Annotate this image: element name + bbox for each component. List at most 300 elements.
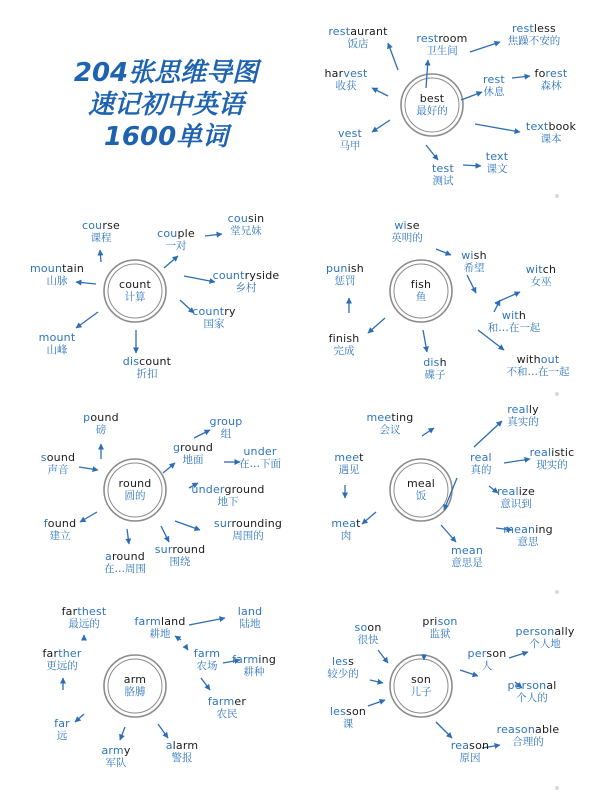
word-highlight: mee: [366, 411, 392, 424]
branch-word: [41, 451, 75, 477]
word-highlight: farm: [231, 653, 259, 666]
branch-word-english: [468, 647, 507, 660]
center-word-count-english: [119, 278, 151, 291]
branch-word-english: [422, 615, 457, 628]
word-highlight: sur: [213, 517, 232, 530]
branch-word-chinese: 遇见: [338, 464, 360, 476]
branch-word-chinese: 马甲: [339, 140, 361, 152]
center-word-son-english: [411, 673, 432, 686]
word-highlight: f: [43, 517, 48, 530]
word-part: room: [438, 32, 468, 45]
branch-word: [483, 73, 505, 99]
branch-word: [329, 332, 360, 358]
branch-word-chinese: 在…下面: [239, 458, 281, 470]
arrow: [370, 680, 383, 683]
branch-word-chinese: 个人的: [516, 692, 548, 704]
arrow: [423, 330, 427, 352]
arrow: [127, 529, 129, 544]
word-highlight: text: [485, 150, 509, 163]
word-highlight: far: [54, 717, 70, 730]
arrow: [504, 459, 530, 463]
word-highlight: real: [497, 485, 519, 498]
center-word-round-english: [119, 477, 152, 490]
branch-word-chinese: 陆地: [239, 618, 261, 630]
branch-word-english: [507, 679, 556, 692]
branch-word-chinese: 收获: [335, 80, 357, 92]
arrow: [76, 312, 98, 328]
branch-word-english: [535, 67, 568, 80]
branch-word-chinese: 测试: [432, 175, 454, 187]
word-part: fo: [534, 67, 546, 80]
word-part: sh: [473, 249, 487, 262]
word-part: ound: [47, 517, 77, 530]
branch-word: [468, 647, 507, 673]
word-highlight: farm: [134, 615, 161, 628]
word-part: son: [410, 673, 432, 686]
word-highlight: mee: [334, 451, 360, 464]
word-part: best: [419, 92, 445, 105]
word-part: land: [160, 615, 186, 628]
branch-word: [214, 517, 282, 543]
center-word-meal-english: [407, 477, 435, 490]
word-part: with: [516, 353, 541, 366]
branch-word: [422, 615, 457, 641]
center-word-best: [416, 92, 448, 118]
branch-word-chinese: 警报: [171, 752, 193, 764]
branch-word-english: [157, 227, 195, 240]
branch-word-chinese: 和…在一起: [487, 322, 541, 334]
arrow: [161, 526, 169, 542]
word-highlight: farm: [193, 647, 221, 660]
arrow: [436, 722, 452, 738]
branch-word-chinese: 希望: [463, 262, 485, 274]
center-word-fish: [411, 278, 431, 304]
branch-word-chinese: 监狱: [429, 628, 451, 640]
word-part: far: [42, 647, 59, 660]
branch-word-english: [191, 483, 264, 496]
branch-word-chinese: 原因: [459, 752, 481, 764]
branch-word-english: [325, 67, 368, 80]
center-word-meal-chinese: 饭: [415, 490, 427, 502]
branch-word: [328, 25, 387, 51]
branch-word-english: [355, 621, 382, 634]
word-part: rounding: [231, 517, 283, 530]
branch-word-english: [39, 331, 76, 344]
branch-word-english: [391, 219, 423, 232]
word-highlight: rest: [512, 22, 534, 35]
word-highlight: wit: [525, 263, 543, 276]
arrow: [164, 256, 178, 268]
word-highlight: person: [507, 679, 547, 692]
word-highlight: mean: [503, 523, 536, 536]
word-part: round: [180, 441, 214, 454]
branch-word-english: [326, 262, 364, 275]
arrow: [436, 249, 451, 255]
branch-word: [461, 249, 487, 275]
branch-word-english: [123, 355, 171, 368]
word-part: rse: [102, 219, 120, 232]
branch-word-english: [526, 263, 556, 276]
word-highlight: under: [191, 483, 225, 496]
branch-word-chinese: 英明的: [391, 232, 423, 244]
word-part: ing: [258, 653, 277, 666]
branch-word-chinese: 堂兄妹: [230, 225, 262, 237]
word-part: ish: [347, 262, 364, 275]
branch-word-chinese: 最远的: [68, 618, 100, 630]
branch-word-chinese: 现实的: [536, 459, 568, 471]
word-highlight: mea: [331, 517, 357, 530]
branch-word-chinese: 课: [342, 718, 354, 730]
word-part: count: [139, 355, 172, 368]
arrow: [368, 700, 385, 706]
word-part: istic: [551, 446, 575, 459]
word-highlight: mount: [38, 331, 76, 344]
word-part: ize: [518, 485, 535, 498]
arrow: [388, 43, 398, 70]
word-part: ting: [391, 411, 414, 424]
arrow: [189, 618, 225, 625]
branch-word-english: [208, 695, 246, 708]
word-highlight: cou: [82, 219, 103, 232]
branch-word-english: [41, 451, 75, 464]
branch-word-english: [416, 32, 467, 45]
center-word-arm-english: [124, 673, 146, 686]
branch-word-english: [530, 446, 575, 459]
branch-word: [530, 446, 575, 472]
arrow: [201, 678, 210, 690]
branch-word-chinese: 山峰: [46, 344, 68, 356]
branch-word: [526, 120, 576, 146]
word-highlight: a: [165, 739, 173, 752]
branch-word-english: [423, 356, 447, 369]
arrow: [470, 42, 500, 52]
branch-word: [228, 212, 265, 238]
corner-dot: [555, 194, 559, 198]
word-highlight: moun: [29, 262, 63, 275]
branch-word-english: [82, 219, 120, 232]
word-part: able: [535, 723, 560, 736]
arrow: [426, 145, 438, 160]
word-part: ground: [224, 483, 265, 496]
branch-word-chinese: 意思是: [451, 557, 483, 569]
word-highlight: cou: [157, 227, 178, 240]
branch-word-chinese: 地面: [182, 454, 204, 466]
branch-word: [123, 355, 171, 381]
word-highlight: text: [525, 120, 549, 133]
arrow: [474, 421, 502, 447]
branch-word: [104, 550, 146, 576]
branch-word-chinese: 会议: [379, 424, 401, 436]
branch-word-chinese: 课程: [90, 232, 112, 244]
arrow: [378, 650, 388, 663]
branch-word: [42, 647, 81, 673]
arrow: [475, 124, 520, 132]
word-highlight: son: [437, 615, 458, 628]
branch-word-chinese: 女巫: [530, 276, 552, 288]
branch-word-english: [483, 73, 505, 86]
word-part: tain: [62, 262, 85, 275]
branch-word: [82, 219, 120, 245]
word-part: ish: [343, 332, 360, 345]
branch-word: [101, 744, 130, 770]
branch-word-chinese: 较少的: [327, 668, 359, 680]
word-highlight: wi: [394, 219, 407, 232]
branch-word-chinese: 真实的: [507, 416, 539, 428]
branch-word: [391, 219, 423, 245]
branch-word: [338, 127, 362, 153]
word-part: round: [172, 543, 206, 556]
branch-word-english: [334, 451, 363, 464]
branch-word-english: [101, 744, 130, 757]
branch-word: [497, 485, 535, 511]
branch-word: [330, 705, 366, 731]
branch-word-english: [239, 445, 281, 458]
word-highlight: real: [529, 446, 552, 459]
arrow: [205, 234, 222, 236]
word-part: h: [439, 356, 447, 369]
word-part: ple: [177, 227, 195, 240]
word-part: pri: [422, 615, 438, 628]
branch-word: [367, 411, 414, 437]
arrow: [184, 276, 215, 282]
word-part: ally: [554, 625, 575, 638]
branch-word: [166, 739, 199, 765]
branch-word-chinese: 建立: [49, 530, 71, 542]
word-part: h: [518, 309, 527, 322]
word-highlight: count: [212, 269, 245, 282]
branch-word: [232, 653, 276, 679]
branch-word: [239, 445, 281, 471]
arrow: [158, 724, 168, 738]
branch-word-chinese: 真的: [470, 464, 492, 476]
branch-word-chinese: 森林: [540, 80, 562, 92]
branch-word-english: [526, 120, 576, 133]
word-part: s: [348, 655, 355, 668]
branch-word: [326, 262, 364, 288]
word-highlight: real: [470, 451, 492, 464]
word-part: arm: [123, 673, 147, 686]
word-highlight: s: [40, 451, 47, 464]
word-highlight: vest: [337, 127, 363, 140]
branch-word: [191, 483, 264, 509]
branch-word: [451, 739, 489, 765]
word-highlight: vest: [343, 67, 368, 80]
branch-word-english: [213, 269, 280, 282]
arrow: [463, 165, 481, 166]
branch-word-english: [232, 653, 276, 666]
arrow: [362, 512, 376, 524]
arrow: [467, 275, 476, 293]
branch-word: [30, 262, 84, 288]
branch-word: [526, 263, 556, 289]
word-part: round: [112, 550, 145, 563]
branch-word-english: [44, 517, 77, 530]
arrow: [120, 727, 125, 740]
branch-word: [325, 67, 368, 93]
word-part: ound: [90, 411, 119, 424]
word-highlight: g: [172, 441, 181, 454]
corner-dot: [555, 392, 559, 396]
branch-word-english: [30, 262, 84, 275]
branch-word-chinese: 乡村: [235, 282, 257, 294]
arrow: [422, 428, 434, 436]
branch-word: [508, 22, 561, 48]
branch-word-english: [214, 517, 282, 530]
branch-word: [155, 543, 206, 569]
branch-word-english: [488, 309, 541, 322]
branch-word: [192, 305, 235, 331]
branch-word-chinese: 国家: [203, 318, 225, 330]
branch-word: [507, 353, 570, 379]
branch-word-english: [155, 543, 206, 556]
center-word-best-chinese: 最好的: [416, 105, 448, 117]
arrow: [80, 512, 97, 522]
branch-word-english: [83, 411, 119, 424]
branch-word-chinese: 围绕: [169, 556, 191, 568]
center-word-round-chinese: 圆的: [124, 490, 146, 502]
word-highlight: per: [467, 647, 487, 660]
branch-word-english: [62, 605, 107, 618]
word-highlight: rea: [450, 739, 470, 752]
branch-word-chinese: 山脉: [46, 275, 68, 287]
branch-word: [423, 356, 447, 382]
arrow: [509, 652, 528, 658]
branch-word-english: [192, 305, 235, 318]
arrow: [372, 88, 388, 96]
word-part: se: [406, 219, 420, 232]
arrow: [372, 120, 390, 132]
center-word-fish-english: [411, 278, 431, 291]
branch-word-chinese: 休息: [483, 86, 505, 98]
branch-word-english: [461, 249, 487, 262]
branch-word-chinese: 远: [56, 730, 68, 742]
word-highlight: ther: [58, 647, 82, 660]
branch-word-english: [508, 22, 561, 35]
branch-word-chinese: 饭店: [347, 38, 369, 50]
branch-word-english: [497, 485, 535, 498]
word-highlight: rest: [545, 67, 568, 80]
branch-word-english: [329, 332, 360, 345]
branch-word: [238, 605, 263, 631]
branch-word-english: [331, 517, 360, 530]
branch-word-chinese: 很快: [357, 634, 379, 646]
word-part: ing: [535, 523, 553, 536]
word-highlight: dis: [122, 355, 140, 368]
word-highlight: pun: [326, 262, 348, 275]
branch-word-english: [194, 647, 220, 660]
word-highlight: reason: [496, 723, 536, 736]
branch-word-english: [327, 655, 359, 668]
page-title-line-1: 204张思维导图: [73, 58, 259, 88]
branch-word-english: [134, 615, 185, 628]
word-part: t: [359, 451, 364, 464]
corner-dot: [555, 786, 559, 790]
word-highlight: cou: [227, 212, 248, 225]
branch-word-chinese: 地下: [217, 496, 239, 508]
branch-word: [39, 331, 76, 357]
word-part: ch: [542, 263, 557, 276]
word-part: ound: [46, 451, 76, 464]
branch-word-english: [54, 717, 70, 730]
branch-word: [210, 415, 243, 441]
branch-word: [327, 655, 359, 681]
word-highlight: test: [432, 162, 454, 175]
page-title-line-2: 速记初中英语: [87, 90, 244, 120]
branch-word: [331, 517, 360, 543]
branch-word-chinese: 碟子: [424, 369, 446, 381]
word-part: larm: [172, 739, 199, 752]
center-word-arm-chinese: 胳膊: [124, 686, 146, 698]
word-highlight: out: [540, 353, 560, 366]
branch-word-chinese: 农民: [216, 708, 238, 720]
branch-word-chinese: 组: [220, 428, 232, 440]
word-part: fin: [328, 332, 344, 345]
word-part: aurant: [350, 25, 388, 38]
branch-word-chinese: 意识到: [500, 498, 532, 510]
branch-word: [486, 150, 509, 176]
word-highlight: p: [83, 411, 91, 424]
word-highlight: sur: [154, 543, 173, 556]
word-highlight: les: [331, 655, 349, 668]
word-part: less: [533, 22, 556, 35]
arrow: [79, 467, 98, 470]
branch-word-chinese: 一对: [165, 240, 187, 252]
center-word-arm: [124, 673, 146, 699]
word-highlight: wit: [501, 309, 519, 322]
branch-word-english: [432, 162, 454, 175]
center-word-best-english: [416, 92, 448, 105]
arrow: [461, 92, 482, 100]
branch-word-chinese: 磅: [95, 424, 107, 436]
branch-word-chinese: 课文: [486, 163, 508, 175]
branch-word: [470, 451, 492, 477]
branch-word-english: [451, 739, 489, 752]
branch-word-english: [497, 723, 560, 736]
branch-word-chinese: 完成: [333, 345, 355, 357]
word-highlight: real: [507, 403, 529, 416]
arrow: [100, 250, 101, 262]
branch-word: [535, 67, 568, 93]
branch-word: [497, 723, 560, 749]
word-highlight: rest: [416, 32, 439, 45]
branch-word-english: [367, 411, 414, 424]
word-part: far: [61, 605, 78, 618]
branch-word-english: [166, 739, 199, 752]
word-part: fish: [410, 278, 432, 291]
branch-word-english: [507, 353, 570, 366]
word-highlight: mean: [451, 544, 483, 557]
word-part: son: [486, 647, 507, 660]
branch-word: [54, 717, 70, 743]
word-part: round: [118, 477, 152, 490]
branch-word: [515, 625, 574, 651]
branch-word: [507, 679, 556, 705]
word-part: er: [234, 695, 247, 708]
branch-word-english: [104, 550, 146, 563]
branch-word-chinese: 焦躁不安的: [507, 35, 561, 47]
center-word-round: [119, 477, 152, 503]
arrow: [75, 714, 84, 722]
word-highlight: rest: [328, 25, 351, 38]
word-part: al: [546, 679, 557, 692]
word-part: book: [548, 120, 577, 133]
word-highlight: land: [237, 605, 263, 618]
branch-word-chinese: 肉: [340, 530, 352, 542]
branch-word-chinese: 在…周围: [104, 563, 146, 575]
branch-word-english: [503, 523, 553, 536]
branch-word-chinese: 耕地: [149, 628, 171, 640]
center-word-count-chinese: 计算: [124, 291, 146, 303]
